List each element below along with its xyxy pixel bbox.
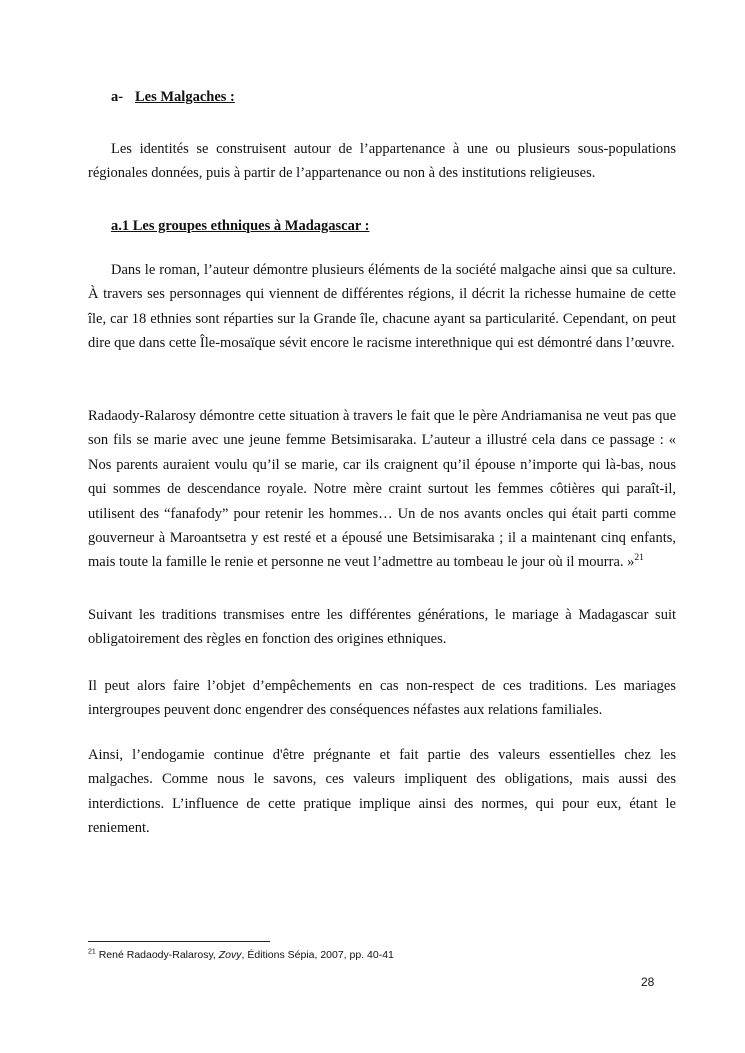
paragraph-obstacles: Il peut alors faire l’objet d’empêchements en cas non-respect de ces traditions. Les mariages intergroupes peuvent donc engendrer des conséquences néfastes aux relations familiales. bbox=[88, 678, 676, 719]
footnote-number: 21 bbox=[88, 948, 96, 956]
subsection-title: a.1 Les groupes ethniques à Madagascar : bbox=[111, 218, 370, 234]
section-heading-a bbox=[111, 88, 235, 106]
footnote-author: René Radaody-Ralarosy, bbox=[98, 949, 216, 961]
page-number: 28 bbox=[641, 975, 655, 989]
footnote-work-title: Zovy bbox=[218, 949, 242, 961]
section-title: Les Malgaches : bbox=[135, 89, 235, 105]
footnote-reference: 21 bbox=[634, 553, 644, 564]
paragraph-quotation-text: Radaody-Ralarosy démontre cette situation à travers le fait que le père Andriamanisa ne veut pas que son fils se marie avec une jeune femme Betsimisaraka. L’auteur a illustré cela dans ce passage : « Nos parents auraient voulu qu’il se marie, car ils craignent qu’il épouse n’importe qui là-bas, nous qui sommes de descendance royale. Notre mère craint surtout les femmes côtières qui paraît-il, utilisent des “fanafody” pour retenir les hommes… Un de nos avants oncles qui était parti comme gouverneur à Maroantsetra y est resté et a épousé une Betsimisaraka ; il a maintenant cinq enfants, mais toute la famille le renie et personne ne veut l’admettre au tombeau le jour où il mourra. » bbox=[88, 408, 676, 571]
paragraph-identities: Les identités se construisent autour de l’appartenance à une ou plusieurs sous-populations régionales données, puis à partir de l’appartenance ou non à des institutions religieuses. bbox=[88, 141, 676, 182]
section-number: a- bbox=[111, 89, 124, 105]
footnote bbox=[88, 948, 394, 962]
paragraph-novel: Dans le roman, l’auteur démontre plusieurs éléments de la société malgache ainsi que sa culture. À travers ses personnages qui viennent de différentes régions, il décrit la richesse humaine de cette île, car 18 ethnies sont réparties sur la Grande île, chacune ayant sa particularité. Cependant, on peut dire que dans cette Île-mosaïque sévit encore le racisme interethnique qui est démontré dans l’œuvre. bbox=[88, 262, 676, 352]
footnote-separator bbox=[88, 941, 270, 942]
paragraph-endogamy: Ainsi, l’endogamie continue d'être prégnante et fait partie des valeurs essentielles chez les malgaches. Comme nous le savons, ces valeurs impliquent des obligations, mais aussi des interdictions. L’influence de cette pratique implique ainsi des normes, qui pour eux, étant le reniement. bbox=[88, 747, 676, 837]
footnote-publication: , Éditions Sépia, 2007, pp. 40-41 bbox=[241, 949, 394, 961]
paragraph-quotation bbox=[88, 404, 676, 575]
subsection-heading-a1 bbox=[111, 217, 369, 235]
paragraph-traditions: Suivant les traditions transmises entre les différentes générations, le mariage à Madagascar suit obligatoirement des règles en fonction des origines ethniques. bbox=[88, 607, 676, 648]
